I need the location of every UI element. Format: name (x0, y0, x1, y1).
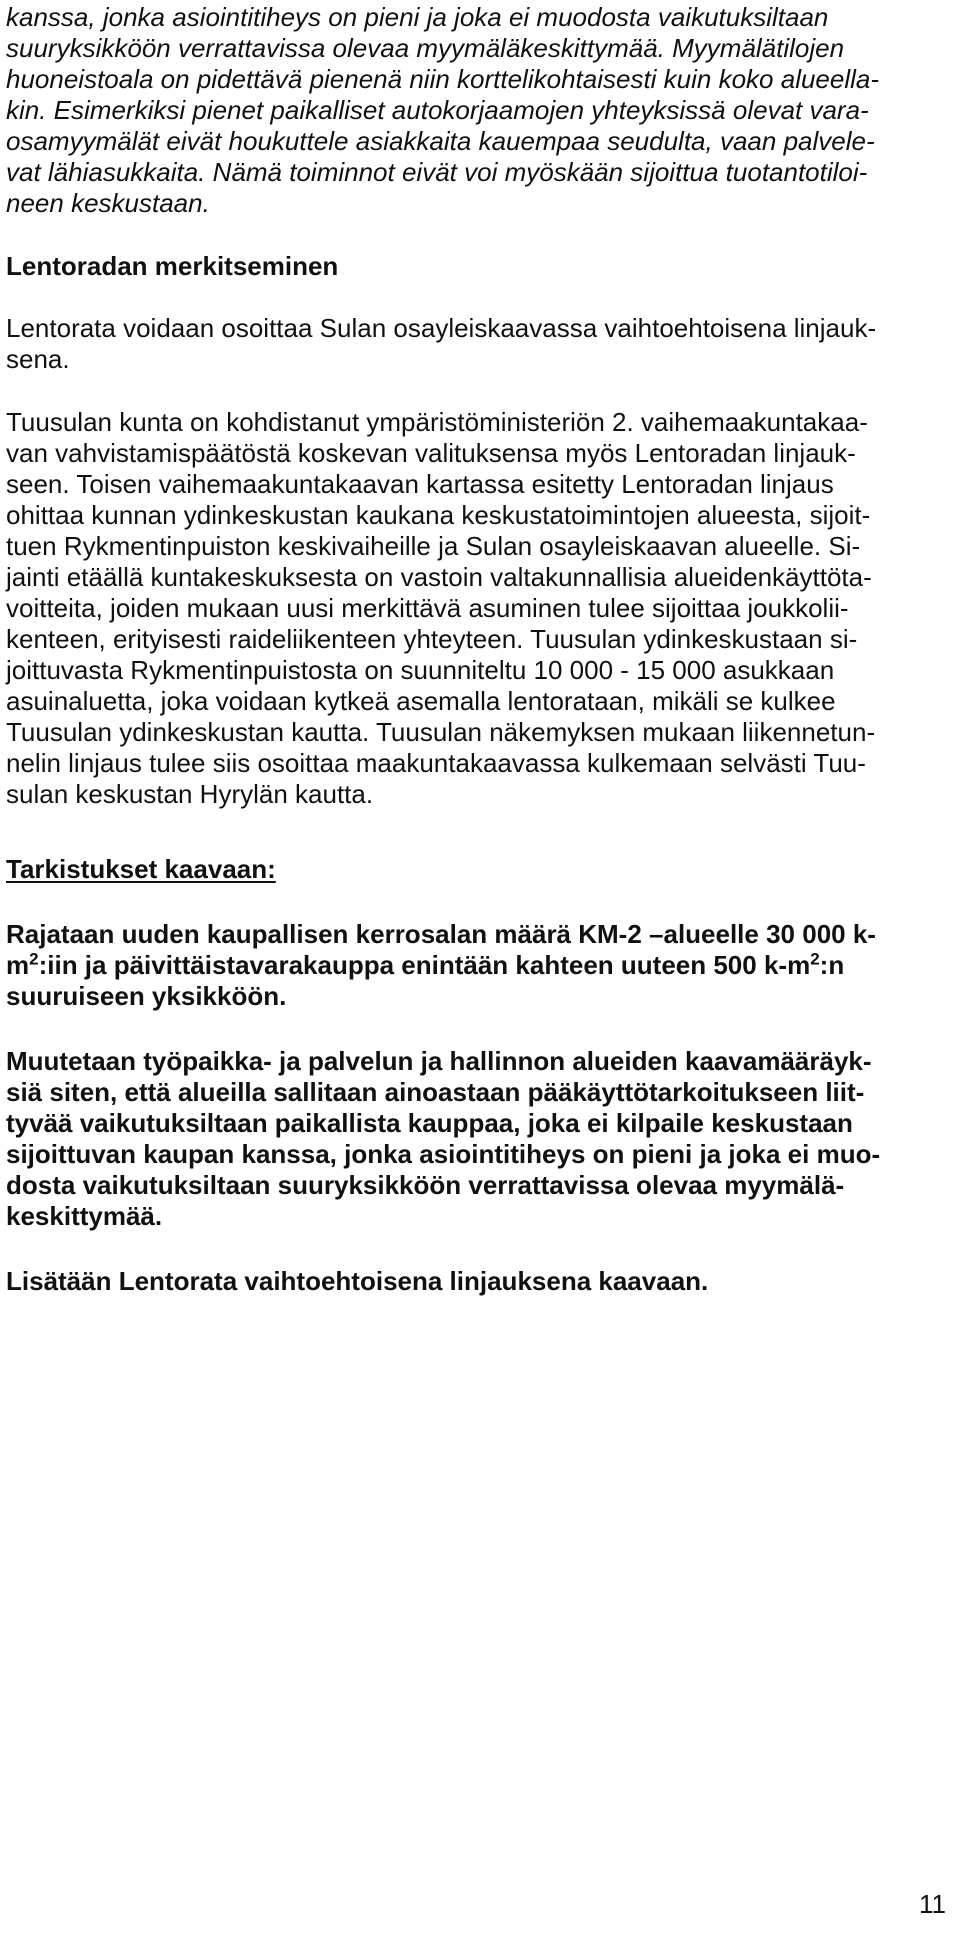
text-line: nelin linjaus tulee siis osoittaa maakuntakaavassa kulkemaan selvästi Tuu- (6, 748, 866, 778)
text-fragment: m (6, 950, 30, 980)
text-line: Muutetaan työpaikka- ja palvelun ja hallinnon alueiden kaavamääräyk- (6, 1046, 872, 1076)
correction-item-lentorata (6, 1266, 952, 1297)
text-line: asuinaluetta, joka voidaan kytkeä asemalla lentorataan, mikäli se kulkee (6, 686, 836, 716)
text-line: joittuvasta Rykmentinpuistosta on suunniteltu 10 000 - 15 000 asukkaan (6, 655, 835, 685)
text-line: van vahvistamispäätöstä koskevan valituksensa myös Lentoradan linjauk- (6, 438, 856, 468)
superscript: 2 (29, 949, 39, 969)
text-line: Lisätään Lentorata vaihtoehtoisena linjauksena kaavaan. (6, 1266, 709, 1296)
text-line: keskittymää. (6, 1201, 163, 1231)
text-line: sulan keskustan Hyrylän kautta. (6, 779, 374, 809)
text-line: ohittaa kunnan ydinkeskustan kaukana keskustatoimintojen alueesta, sijoit- (6, 500, 871, 530)
correction-item-regulations (6, 1046, 952, 1232)
paragraph-tuusula (6, 407, 952, 810)
text-line: huoneistoala on pidettävä pienenä niin korttelikohtaisesti kuin koko alueella- (6, 64, 880, 94)
text-line: tuen Rykmentinpuiston keskivaiheille ja Sulan osayleiskaavan alueelle. Si- (6, 531, 861, 561)
paragraph-lentorata (6, 313, 952, 375)
text-line: sijoittuvan kaupan kanssa, jonka asiointitiheys on pieni ja joka ei muo- (6, 1139, 881, 1169)
text-line: tyvää vaikutuksiltaan paikallista kauppaa, joka ei kilpaile keskustaan (6, 1108, 853, 1138)
section-heading: Lentoradan merkitseminen (6, 251, 339, 281)
text-fragment: :iin ja päivittäistavarakauppa enintään kahteen uuteen 500 k-m (38, 950, 811, 980)
corrections-heading: Tarkistukset kaavaan: (6, 854, 276, 884)
text-line: jainti etäällä kuntakeskuksesta on vastoin valtakunnallisia alueidenkäyttöta- (6, 562, 872, 592)
superscript: 2 (810, 949, 820, 969)
text-line: kin. Esimerkiksi pienet paikalliset autokorjaamojen yhteyksissä olevat vara- (6, 95, 869, 125)
correction-item-floor-area (6, 919, 952, 1012)
text-line: kanssa, jonka asiointitiheys on pieni ja joka ei muodosta vaikutuksiltaan (6, 2, 829, 32)
text-line: Tuusulan ydinkeskustan kautta. Tuusulan näkemyksen mukaan liikennetun- (6, 717, 876, 747)
text-line: dosta vaikutuksiltaan suuryksikköön verrattavissa olevaa myymälä- (6, 1170, 845, 1200)
intro-paragraph (6, 2, 952, 219)
text-line: suuryksikköön verrattavissa olevaa myymäläkeskittymää. Myymälätilojen (6, 33, 845, 63)
text-line (6, 950, 952, 981)
text-line: kenteen, erityisesti raideliikenteen yhteyteen. Tuusulan ydinkeskustaan si- (6, 624, 858, 654)
text-line: vat lähiasukkaita. Nämä toiminnot eivät voi myöskään sijoittua tuotantotiloi- (6, 157, 868, 187)
text-line: Lentorata voidaan osoittaa Sulan osayleiskaavassa vaihtoehtoisena linjauk- (6, 313, 877, 343)
text-fragment: :n (819, 950, 845, 980)
text-line: siä siten, että alueilla sallitaan ainoastaan pääkäyttötarkoitukseen liit- (6, 1077, 865, 1107)
text-line: neen keskustaan. (6, 188, 210, 218)
page-number: 11 (919, 1889, 946, 1919)
text-line: voitteita, joiden mukaan uusi merkittävä asuminen tulee sijoittaa joukkolii- (6, 593, 849, 623)
text-line: seen. Toisen vaihemaakuntakaavan kartassa esitetty Lentoradan linjaus (6, 469, 834, 499)
text-line: Tuusulan kunta on kohdistanut ympäristöministeriön 2. vaihemaakuntakaa- (6, 407, 868, 437)
text-line: suuruiseen yksikköön. (6, 981, 287, 1011)
text-line: sena. (6, 344, 70, 374)
document-page (6, 2, 952, 1297)
text-line: Rajataan uuden kaupallisen kerrosalan määrä KM-2 –alueelle 30 000 k- (6, 919, 876, 949)
text-line: osamyymälät eivät houkuttele asiakkaita kauempaa seudulta, vaan palvele- (6, 126, 875, 156)
